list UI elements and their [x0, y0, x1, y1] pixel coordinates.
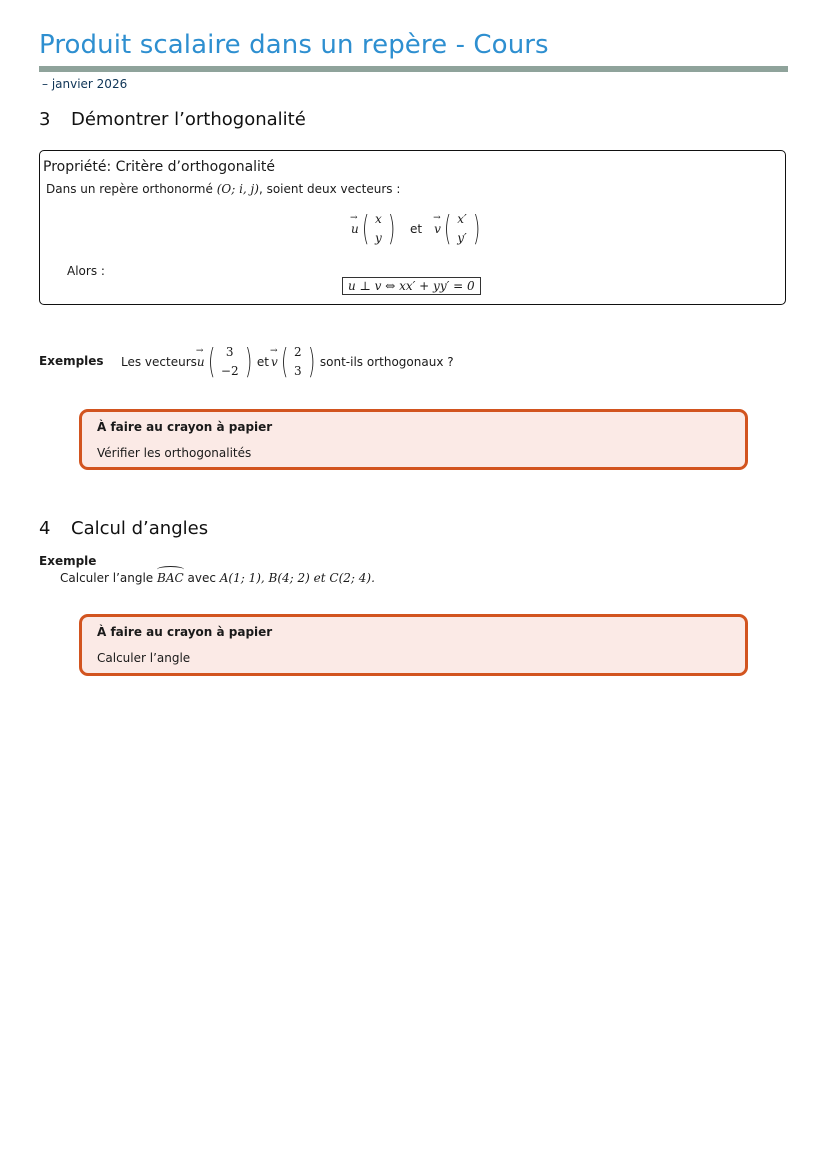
vector-u-coords: ( x y ): [361, 209, 396, 249]
matrix-entry: −2: [220, 364, 239, 378]
connector-et: et: [410, 222, 423, 236]
matrix-entry: 3: [294, 364, 302, 378]
task-box: [79, 409, 748, 470]
vector-u-name: → u: [197, 355, 205, 369]
property-alors: Alors :: [67, 264, 105, 278]
vector-v-name: → v: [271, 355, 278, 369]
matrix-entry: y′: [457, 231, 467, 245]
example-prefix: Calculer l’angle: [60, 571, 157, 585]
task-body: Calculer l’angle: [97, 651, 191, 665]
vector-u-coords: ( 3 −2 ): [207, 342, 252, 382]
task-title: À faire au crayon à papier: [97, 420, 273, 434]
title-rule: [39, 66, 788, 72]
examples-suffix: sont-ils orthogonaux ?: [319, 355, 454, 369]
matrix-entry: x′: [457, 212, 467, 226]
task-title: À faire au crayon à papier: [97, 625, 273, 639]
vector-u-name: → u: [351, 222, 359, 236]
section-number: 3: [39, 109, 51, 130]
section-number: 4: [39, 518, 51, 539]
angle-notation: BAC: [157, 571, 184, 585]
section-title: Démontrer l’orthogonalité: [71, 109, 306, 130]
section-title: Calcul d’angles: [71, 518, 209, 539]
examples-prefix: Les vecteurs: [121, 355, 197, 369]
examples-line: [121, 343, 454, 381]
orthogonality-formula: u ⊥ v ⇔ xx′ + yy′ = 0: [342, 277, 481, 295]
section-4-heading: [39, 518, 208, 539]
page-title: Produit scalaire dans un repère - Cours: [39, 30, 549, 60]
points-list: A(1; 1), B(4; 2) et C(2; 4).: [219, 571, 375, 585]
matrix-entry: 3: [225, 345, 234, 359]
examples-label: Exemples: [39, 354, 104, 368]
example-text: [60, 571, 375, 585]
property-intro: [46, 182, 400, 196]
intro-prefix: Dans un repère orthonormé: [46, 182, 217, 196]
matrix-entry: x: [375, 212, 382, 226]
task-box: [79, 614, 748, 676]
task-body: Vérifier les orthogonalités: [97, 446, 252, 460]
section-3-heading: [39, 109, 306, 130]
vector-v-coords: ( x′ y′ ): [443, 209, 480, 249]
example-label: Exemple: [39, 554, 97, 568]
vector-v-name: → v: [434, 222, 441, 236]
property-title: Propriété: Critère d’orthogonalité: [43, 159, 276, 175]
intro-suffix: , soient deux vecteurs :: [258, 182, 401, 196]
matrix-entry: 2: [294, 345, 302, 359]
frame-notation: (O; i, j): [216, 182, 259, 196]
connector-et: et: [256, 355, 269, 369]
property-vectors: [351, 210, 483, 248]
vector-v-coords: ( 2 3 ): [280, 342, 315, 382]
page-date: – janvier 2026: [42, 77, 128, 91]
matrix-entry: y: [375, 231, 382, 245]
example-mid: avec: [183, 571, 220, 585]
